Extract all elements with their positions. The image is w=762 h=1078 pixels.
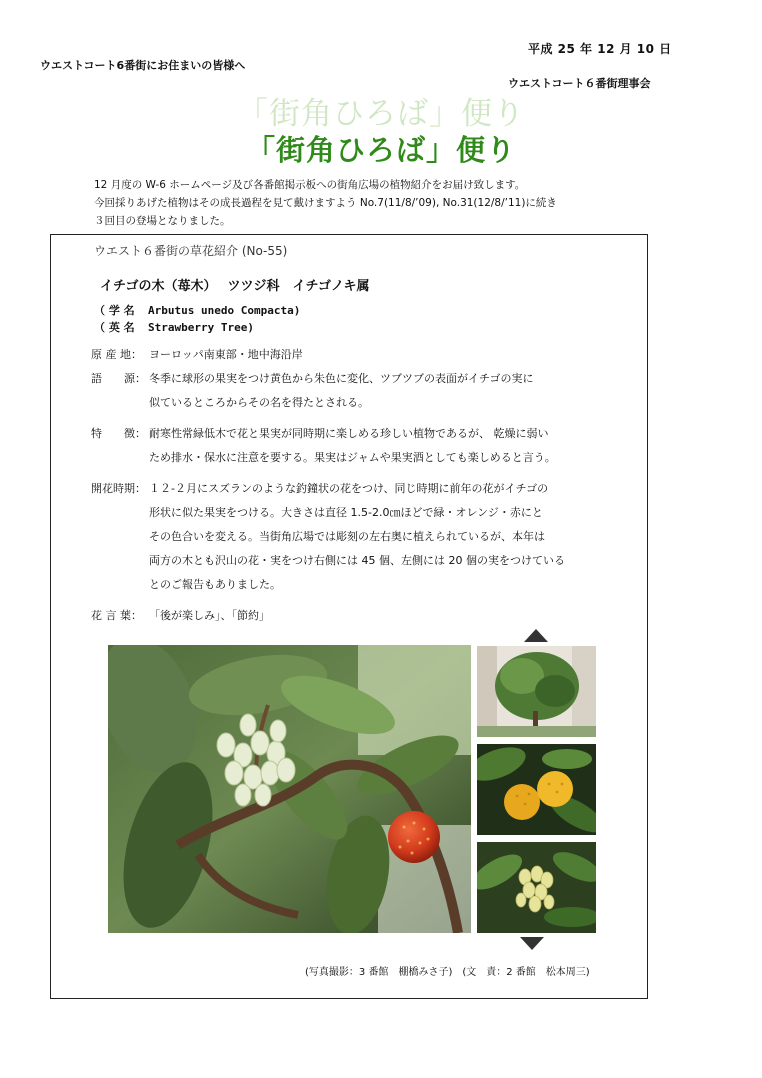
- english-name-row: [94, 319, 254, 335]
- flower-words-row: [91, 604, 270, 627]
- intro-line: 12 月度の W-6 ホームページ及び各番館掲示板への街角広場の植物紹介をお届け致します。: [94, 179, 526, 191]
- date: 平成 25 年 12 月 10 日: [528, 42, 672, 56]
- flowering-row-2: [91, 501, 543, 524]
- features-label: 特 徴：: [91, 427, 146, 440]
- flowering-line: その色合いを変える。当街角広場では彫刻の左右奥に植えられているが、本年は: [149, 530, 545, 543]
- addressee: ウエストコート6番街にお住まいの皆様へ: [40, 59, 246, 72]
- main-photo: [108, 645, 471, 933]
- strawberry-tree-photo: [108, 645, 471, 933]
- features-line: 耐寒性常緑低木で花と果実が同時期に楽しめる珍しい植物であるが、 乾燥に弱い: [149, 427, 549, 440]
- flower-words-label: 花 言 葉：: [91, 609, 142, 622]
- arrow-up-icon: [524, 629, 548, 642]
- title-shadow: 「街角ひろば」便り: [237, 96, 525, 132]
- thumbnail-flowers: [477, 842, 596, 933]
- flowering-row-3: [91, 525, 545, 548]
- scientific-name-row: [94, 302, 300, 318]
- english-name: Strawberry Tree): [148, 321, 254, 334]
- page-title: 「街角ひろば」便り: [245, 133, 516, 167]
- etymology-row-2: [91, 391, 369, 414]
- thumbnail-yellow-fruit: [477, 744, 596, 835]
- flowering-row-4: [91, 549, 565, 572]
- plant-name: イチゴの木（苺木） ツツジ科 イチゴノキ属: [100, 279, 370, 294]
- intro-line: 今回採りあげた植物はその成長過程を見て戴けますよう No.7(11/8/’09), No.31(12/8/’11)に続き: [94, 197, 557, 209]
- etymology-row: [91, 367, 534, 390]
- intro-line: ３回目の登場となりました。: [94, 215, 231, 227]
- scientific-name-label: （ 学 名: [94, 304, 135, 317]
- etymology-label: 語 源：: [91, 372, 146, 385]
- thumbnail-shrub: [477, 646, 596, 737]
- origin-text: ヨーロッパ南東部・地中海沿岸: [149, 348, 303, 361]
- flowering-line: とのご報告もありました。: [149, 578, 281, 591]
- shrub-photo: [477, 646, 596, 737]
- flowering-label: 開花時期：: [91, 482, 146, 495]
- features-line: ため排水・保水に注意を要する。果実はジャムや果実酒としても楽しめると言う。: [149, 451, 556, 464]
- etymology-line: 似ているところからその名を得たとされる。: [149, 396, 369, 409]
- flower-words-text: 「後が楽しみ」、「節約」: [149, 609, 270, 622]
- sender: ウエストコート６番街理事会: [508, 77, 651, 90]
- origin-label: 原 産 地：: [91, 348, 142, 361]
- yellow-fruit-photo: [477, 744, 596, 835]
- etymology-line: 冬季に球形の果実をつけ黄色から朱色に変化、ツブツブの表面がイチゴの実に: [149, 372, 534, 385]
- flowering-line: 形状に似た果実をつける。大きさは直径 1.5-2.0㎝ほどで緑・オレンジ・赤にと: [149, 506, 543, 519]
- english-name-label: （ 英 名: [94, 321, 135, 334]
- flower-cluster-photo: [477, 842, 596, 933]
- photo-credits: (写真撮影：3 番館 棚橋みさ子) (文 責：2 番館 松本周三): [305, 967, 590, 978]
- flowering-line: １２-２月にスズランのような釣鐘状の花をつけ、同じ時期に前年の花がイチゴの: [149, 482, 549, 495]
- origin-row: [91, 343, 303, 366]
- intro-text: [94, 176, 557, 230]
- features-row: [91, 422, 549, 445]
- features-row-2: [91, 446, 556, 469]
- section-title: ウエスト６番街の草花紹介 (No-55): [94, 244, 288, 258]
- scientific-name: Arbutus unedo Compacta): [148, 304, 301, 317]
- flowering-line: 両方の木とも沢山の花・実をつけ右側には 45 個、左側には 20 個の実をつけている: [149, 554, 565, 567]
- flowering-row: [91, 477, 549, 500]
- flowering-row-5: [91, 573, 281, 596]
- arrow-down-icon: [520, 937, 544, 950]
